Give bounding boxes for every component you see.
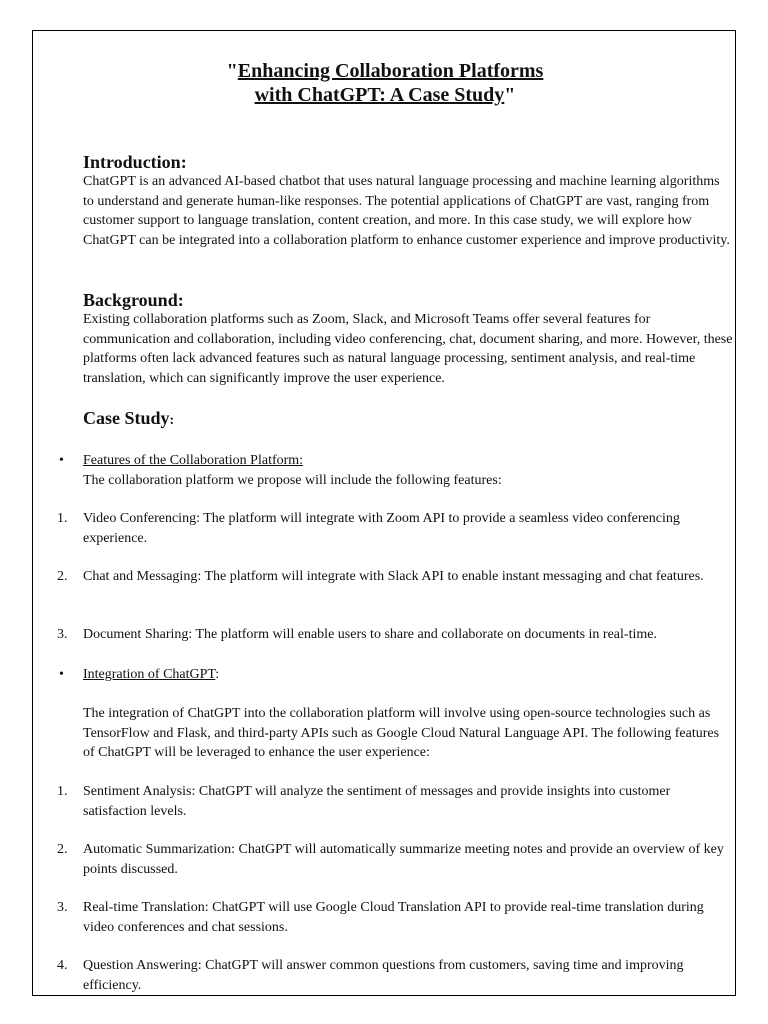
integration-item-4-number: 4. xyxy=(57,958,68,973)
integration-item-3-number: 3. xyxy=(57,900,68,915)
title-open-quote: " xyxy=(226,60,238,82)
integration-item-4-text: Question Answering: ChatGPT will answer common questions from customers, saving time and improving efficiency. xyxy=(83,958,684,993)
feature-item-2-text: Chat and Messaging: The platform will integrate with Slack API to enable instant messaging and chat features. xyxy=(83,569,704,584)
feature-item-2-number: 2. xyxy=(57,569,68,584)
integration-intro: The integration of ChatGPT into the collaboration platform will involve using open-source technologies such as TensorFlow and Flask, and third-party APIs such as Google Cloud Natural Language API. The following features of ChatGPT will be leveraged to enhance the user experience: xyxy=(83,706,720,761)
introduction-heading: Introduction: xyxy=(83,152,187,172)
page-frame xyxy=(32,30,736,996)
background-heading: Background: xyxy=(83,290,184,310)
introduction-body: ChatGPT is an advanced AI-based chatbot that uses natural language processing and machine learning algorithms to understand and generate human-like responses. The potential applications of ChatGPT are vast, ranging from customer support to language translation, content creation, and more. In this case study, we will explore how ChatGPT can be integrated into a collaboration platform to enhance customer experience and improve productivity. xyxy=(83,174,730,248)
features-intro: The collaboration platform we propose will include the following features: xyxy=(83,473,502,488)
feature-item-3-number: 3. xyxy=(57,627,68,642)
features-label: Features of the Collaboration Platform: xyxy=(83,453,304,468)
document-title xyxy=(33,59,736,107)
title-line-2: with ChatGPT: A Case Study xyxy=(254,84,505,106)
case-study-heading-text: Case Study xyxy=(83,408,170,428)
integration-label-text: Integration of ChatGPT xyxy=(83,667,216,682)
feature-item-1-text: Video Conferencing: The platform will integrate with Zoom API to provide a seamless video conferencing experience. xyxy=(83,511,680,546)
integration-label xyxy=(83,665,733,685)
background-body: Existing collaboration platforms such as Zoom, Slack, and Microsoft Teams offer several features for communication and collaboration, including video conferencing, chat, document sharing, and more. However, these platforms often lack advanced features such as natural language processing, sentiment analysis, and real-time translation, which can significantly improve the user experience. xyxy=(83,312,733,386)
title-close-quote: " xyxy=(504,84,516,106)
integration-label-colon: : xyxy=(215,667,220,682)
integration-item-2-number: 2. xyxy=(57,842,68,857)
bullet-icon: • xyxy=(59,453,64,468)
feature-item-1-number: 1. xyxy=(57,511,68,526)
integration-item-2-text: Automatic Summarization: ChatGPT will automatically summarize meeting notes and provide an overview of key points discussed. xyxy=(83,842,724,877)
integration-item-3-text: Real-time Translation: ChatGPT will use Google Cloud Translation API to provide real-time translation during video conferences and chat sessions. xyxy=(83,900,704,935)
case-study-heading-colon: : xyxy=(169,413,175,428)
case-study-heading xyxy=(83,407,174,432)
feature-item-3-text: Document Sharing: The platform will enable users to share and collaborate on documents in real-time. xyxy=(83,627,657,642)
integration-item-1-text: Sentiment Analysis: ChatGPT will analyze the sentiment of messages and provide insights into customer satisfaction levels. xyxy=(83,784,671,819)
title-line-1: Enhancing Collaboration Platforms xyxy=(237,60,544,82)
bullet-icon: • xyxy=(59,667,64,682)
integration-item-1-number: 1. xyxy=(57,784,68,799)
